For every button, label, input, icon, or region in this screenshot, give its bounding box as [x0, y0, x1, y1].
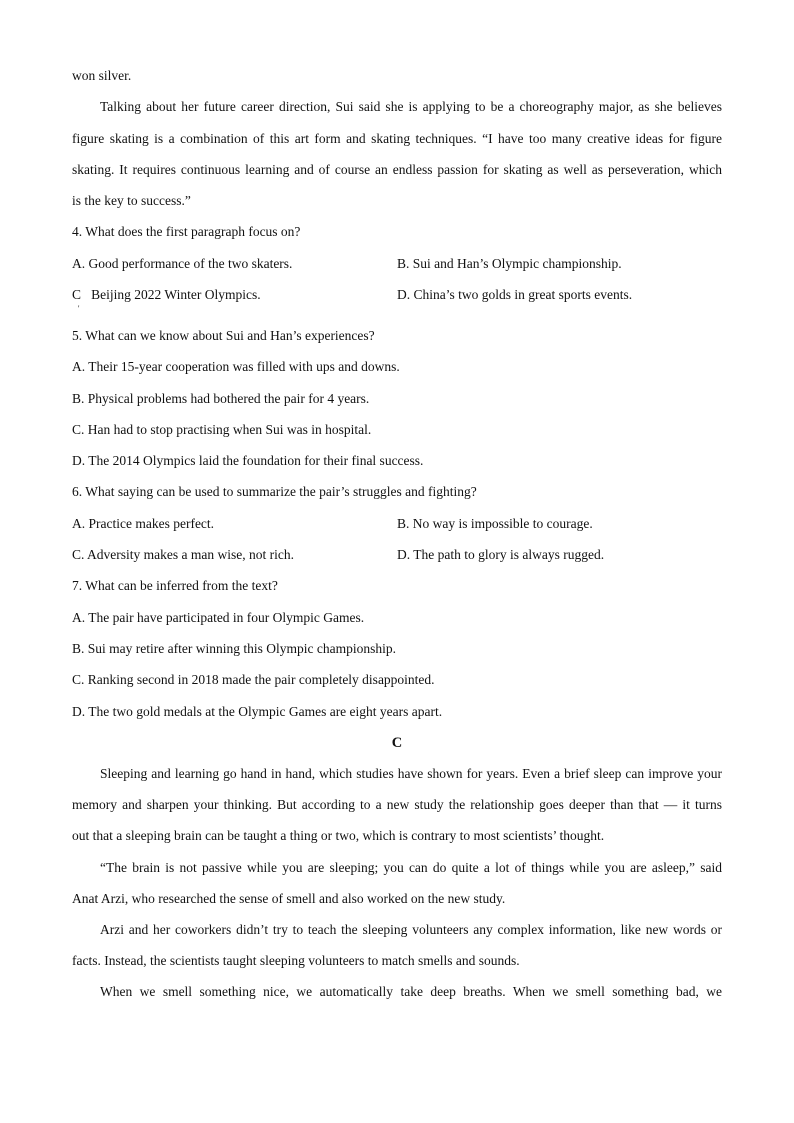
- passage-text-line: won silver.: [72, 68, 132, 83]
- answer-option-b: B. Sui may retire after winning this Olympic championship.: [72, 641, 396, 656]
- passage-text-line: memory and sharpen your thinking. But according to a new study the relationship goes deeper than that — it turns: [72, 797, 722, 812]
- passage-text-line: is the key to success.”: [72, 193, 191, 208]
- question-stem: 5. What can we know about Sui and Han’s experiences?: [72, 328, 375, 343]
- answer-option-c: C. Han had to stop practising when Sui was in hospital.: [72, 422, 372, 437]
- passage-text-line: When we smell something nice, we automatically take deep breaths. When we smell something bad, we: [100, 984, 722, 999]
- answer-option-d: D. The two gold medals at the Olympic Games are eight years apart.: [72, 704, 443, 719]
- question-stem: 6. What saying can be used to summarize the pair’s struggles and fighting?: [72, 484, 477, 499]
- question-stem: 7. What can be inferred from the text?: [72, 578, 278, 593]
- passage-text-line: figure skating is a combination of this art form and skating techniques. “I have too many creative ideas for figure: [72, 131, 722, 146]
- passage-text-line: Anat Arzi, who researched the sense of smell and also worked on the new study.: [72, 891, 506, 906]
- passage-text-line: Sleeping and learning go hand in hand, which studies have shown for years. Even a brief sleep can improve your: [100, 766, 722, 781]
- answer-option-a: A. Practice makes perfect.: [72, 516, 215, 531]
- passage-text-line: facts. Instead, the scientists taught sleeping volunteers to match smells and sounds.: [72, 953, 520, 968]
- passage-text-line: skating. It requires continuous learning and of course an endless passion for skating as well as perseveration, which: [72, 162, 722, 177]
- answer-option-b: B. No way is impossible to courage.: [397, 516, 593, 531]
- answer-option-b: B. Sui and Han’s Olympic championship.: [397, 256, 622, 271]
- section-heading: C: [391, 735, 403, 751]
- answer-option-c: C. Adversity makes a man wise, not rich.: [72, 547, 294, 562]
- answer-option-d: D. The path to glory is always rugged.: [397, 547, 605, 562]
- passage-text-line: Arzi and her coworkers didn’t try to teach the sleeping volunteers any complex information, like new words or: [100, 922, 722, 937]
- answer-option-a: A. Good performance of the two skaters.: [72, 256, 293, 271]
- passage-text-line: Talking about her future career direction, Sui said she is applying to be a choreography major, as she believes: [100, 99, 722, 114]
- answer-option-d: D. China’s two golds in great sports events.: [397, 287, 633, 302]
- answer-option-d: D. The 2014 Olympics laid the foundation for their final success.: [72, 453, 424, 468]
- stray-mark: ': [78, 304, 80, 313]
- answer-option-c: C Beijing 2022 Winter Olympics.: [72, 287, 261, 302]
- passage-text-line: out that a sleeping brain can be taught a thing or two, which is contrary to most scientists’ thought.: [72, 828, 605, 843]
- passage-text-line: “The brain is not passive while you are sleeping; you can do quite a lot of things while you are asleep,” said: [100, 860, 722, 875]
- answer-option-a: A. The pair have participated in four Olympic Games.: [72, 610, 365, 625]
- answer-option-a: A. Their 15-year cooperation was filled with ups and downs.: [72, 359, 400, 374]
- answer-option-c: C. Ranking second in 2018 made the pair completely disappointed.: [72, 672, 435, 687]
- answer-option-b: B. Physical problems had bothered the pair for 4 years.: [72, 391, 370, 406]
- question-stem: 4. What does the first paragraph focus on?: [72, 224, 301, 239]
